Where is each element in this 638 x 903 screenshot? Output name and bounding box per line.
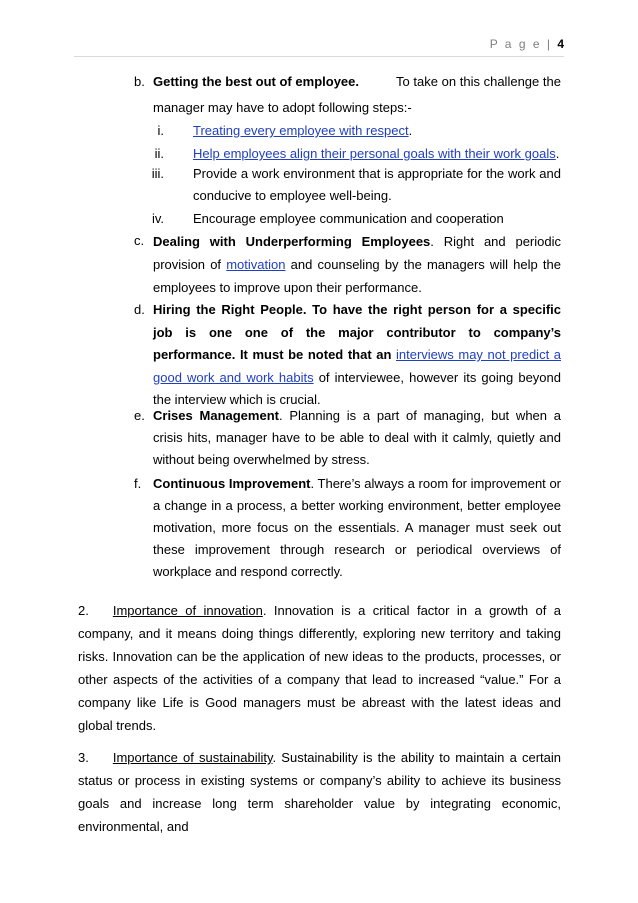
page-number: 4: [557, 37, 564, 51]
item-b-line2: manager may have to adopt following steps:-: [153, 100, 412, 115]
item-c-marker: c.: [134, 233, 145, 248]
item-e-title: Crises Management: [153, 408, 279, 423]
section-2-number: 2.: [78, 603, 89, 618]
sub-item-ii: Help employees align their personal goals with their work goals.: [193, 146, 560, 161]
item-f-marker: f.: [134, 476, 142, 491]
item-b-title: Getting the best out of employee.: [153, 74, 359, 89]
section-3-heading: Importance of sustainability: [112, 750, 273, 765]
page-separator: |: [546, 37, 552, 51]
item-b-intro: To take on this challenge the: [396, 74, 561, 89]
sub-item-iii: Provide a work environment that is appropriate for the work and conducive to employee well-being.: [193, 166, 561, 203]
respect-link[interactable]: Treating every employee with respect: [193, 123, 409, 138]
item-d-marker: d.: [134, 302, 145, 317]
item-b-marker: b.: [134, 74, 145, 89]
item-d-text: Hiring the Right People. To have the right person for a specific job is one one of the major contributor to company’s performance. It must be noted that an interviews may not predict a good work and work habits of interviewee, however its going beyond the interview which is crucial.: [153, 302, 562, 407]
roman-ii: ii.: [154, 146, 164, 161]
page-label: P a g e: [489, 37, 542, 51]
item-e-text: Crises Management. Planning is a part of managing, but when a crisis hits, manager have to be able to deal with it calmly, quietly and without being overwhelmed by stress.: [153, 408, 561, 467]
roman-iii: iii.: [151, 166, 164, 181]
section-2: 2. Importance of innovation. Innovation is a critical factor in a growth of a company, and it means doing things differently, exploring new territory and taking risks. Innovation can be the application of new ideas to the products, processes, or other aspects of the activities of a company that lead to increased “value.” For a company like Life is Good managers must be abreast with the latest ideas and global trends.: [78, 603, 561, 733]
item-c-text: Dealing with Underperforming Employees. Right and periodic provision of motivation and counseling by the managers will help the employees to improve upon their performance.: [153, 234, 561, 295]
item-e-marker: e.: [134, 408, 145, 423]
item-f-title: Continuous Improvement: [153, 476, 311, 491]
section-3-number: 3.: [78, 750, 89, 765]
sub-item-iv: Encourage employee communication and cooperation: [193, 211, 504, 226]
interviews-link[interactable]: interviews may not predict a good work and work habits: [153, 347, 561, 385]
page-header: [490, 37, 564, 51]
roman-iv: iv.: [151, 211, 164, 226]
item-b-line1: [153, 71, 561, 93]
header-rule: [74, 56, 564, 57]
motivation-link[interactable]: motivation: [226, 257, 286, 272]
section-2-heading: Importance of innovation: [112, 603, 263, 618]
roman-i: i.: [157, 123, 164, 138]
section-3: 3. Importance of sustainability. Sustainability is the ability to maintain a certain status or process in existing systems or company’s ability to achieve its business goals and increase long term shareholder value by integrating economic, environmental, and: [78, 750, 561, 834]
align-goals-link[interactable]: Help employees align their personal goals with their work goals: [193, 146, 556, 161]
item-f-text: Continuous Improvement. There’s always a room for improvement or a change in a process, a better working environment, better employee motivation, more focus on the essentials. A manager must seek out these improvement through research or periodical overviews of workplace and respond correctly.: [153, 476, 561, 579]
item-d-title: Hiring the Right People.: [153, 302, 307, 317]
sub-item-i: Treating every employee with respect.: [193, 123, 413, 138]
item-c-title: Dealing with Underperforming Employees: [153, 234, 431, 249]
